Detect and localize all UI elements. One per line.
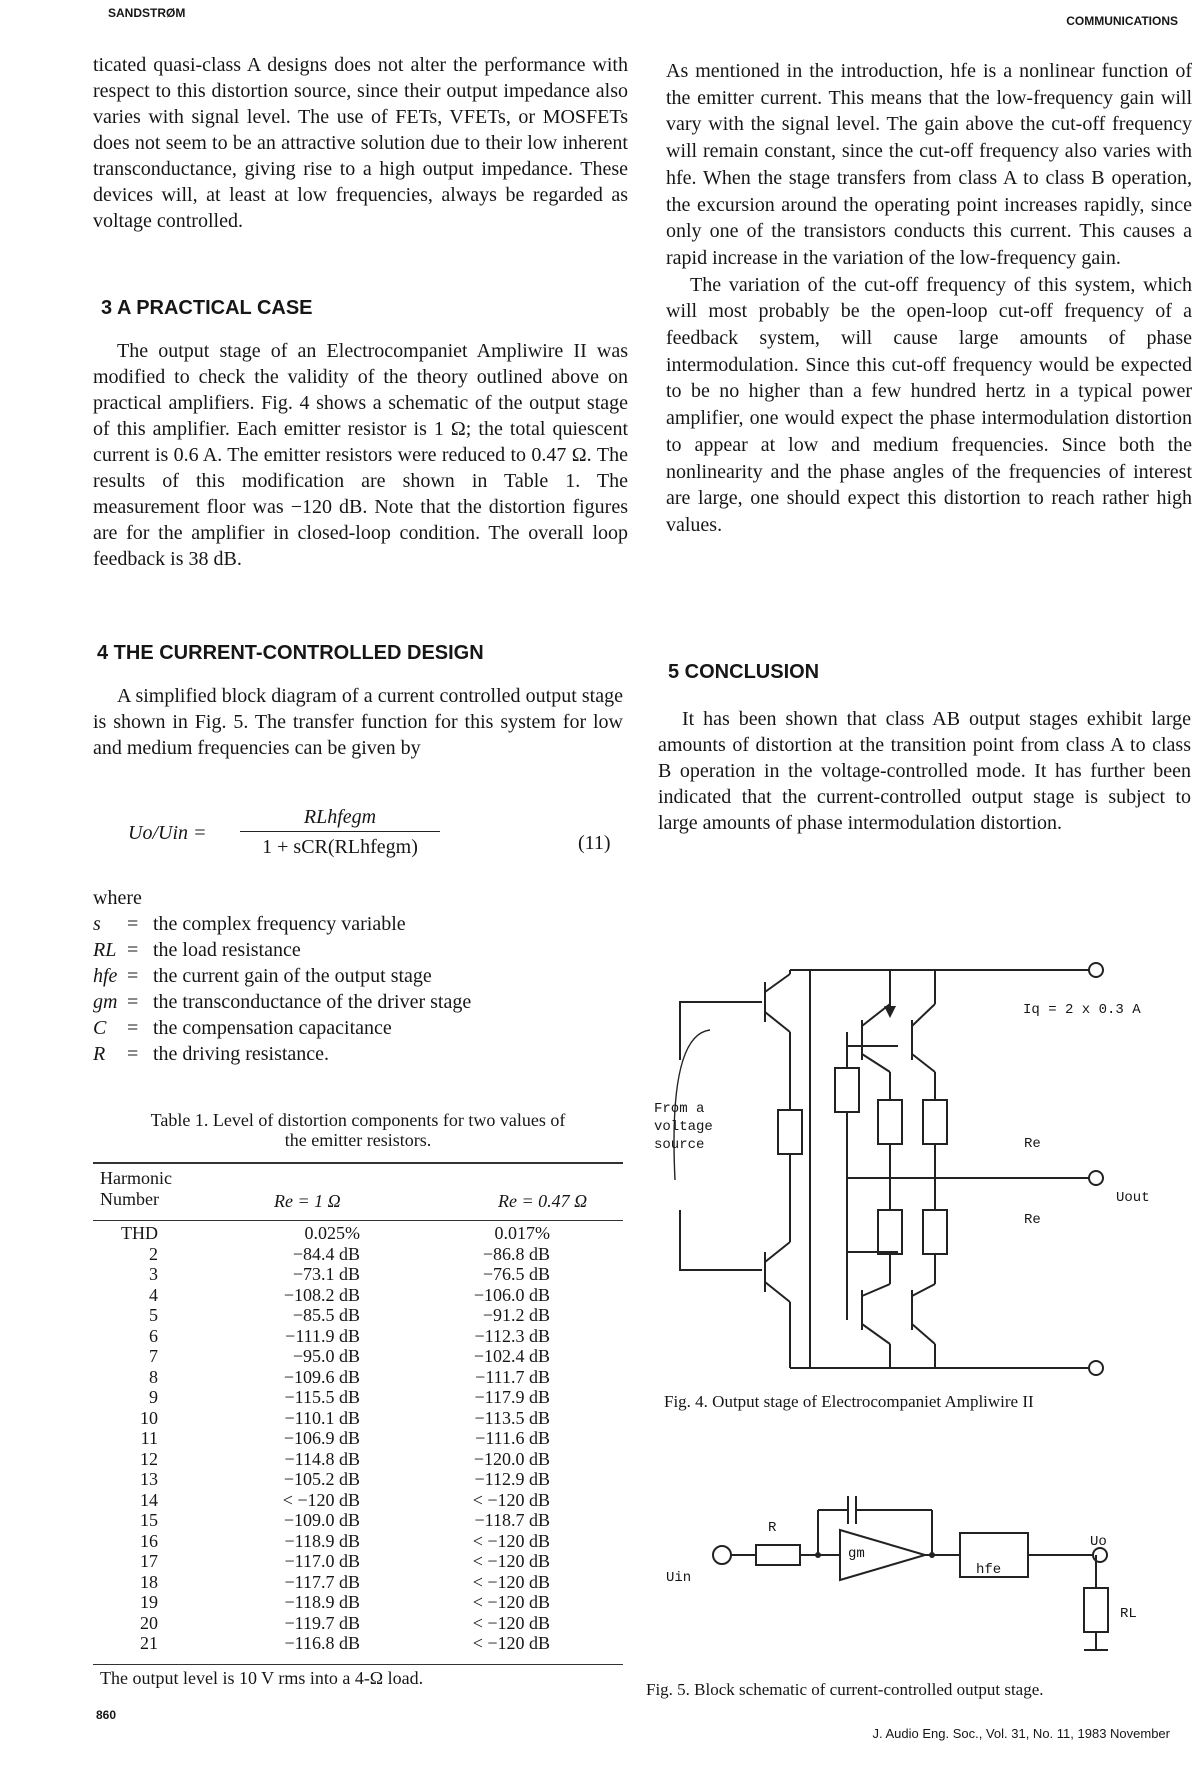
harmonic-cell: 6 (149, 1325, 158, 1346)
re-1-cell: −108.2 dB (283, 1284, 360, 1305)
harmonic-cell: 20 (140, 1612, 158, 1633)
table-row (100, 1633, 620, 1654)
re-1-cell: −106.9 dB (283, 1428, 360, 1448)
paragraph-text: The output stage of an Electrocompaniet Ampliwire II was modified to check the validity of the theory outlined above on practical amplifiers. Fig. 4 shows a schematic of the output stage of this amplifier. Each emitter resistor is 1 Ω; the total quiescent current is 0.6 A. The emitter resistors were reduced to 0.47 Ω. The results of this modification are shown in Table 1. The measurement floor was −120 dB. Note that the distortion figures are for the amplifier in closed-loop condition. The overall loop feedback is 38 dB. (93, 340, 628, 570)
journal-citation: J. Audio Eng. Soc., Vol. 31, No. 11, 1983 November (872, 1726, 1170, 1741)
harmonic-cell: 7 (149, 1346, 158, 1366)
re-047-cell: < −120 dB (472, 1489, 550, 1510)
table-row (100, 1244, 620, 1265)
re-047-cell: < −120 dB (472, 1633, 550, 1653)
paragraph-text: It has been shown that class AB output stages exhibit large amounts of distortion at the transition point from class A to class B operation in the voltage-controlled mode. It has further been indicated that the current-controlled output stage is subject to large amounts of phase intermodulation distortion. (658, 708, 1191, 834)
fig5-caption: Fig. 5. Block schematic of current-controlled output stage. (646, 1680, 1044, 1699)
table-row (100, 1387, 620, 1408)
harmonic-cell: 9 (149, 1387, 158, 1407)
re-1-cell: −73.1 dB (292, 1264, 360, 1284)
table-row (100, 1490, 620, 1511)
re-047-cell: −120.0 dB (473, 1448, 550, 1469)
re-047-cell: −91.2 dB (482, 1305, 550, 1325)
re-047-cell: −111.7 dB (475, 1366, 550, 1387)
equation-number: (11) (578, 832, 611, 854)
table-footnote: The output level is 10 V rms into a 4-Ω load. (100, 1668, 424, 1688)
table-row (100, 1572, 620, 1593)
section-4-paragraph (93, 683, 623, 761)
definition-item: RL = the load resistance (93, 939, 301, 961)
table-row (100, 1449, 620, 1470)
fig4-caption: Fig. 4. Output stage of Electrocompaniet Ampliwire II (664, 1392, 1034, 1411)
definition-item: s = the complex frequency variable (93, 913, 406, 935)
re-047-cell: 0.017% (494, 1223, 550, 1243)
harmonic-cell: 2 (149, 1243, 158, 1264)
harmonic-cell: 21 (140, 1633, 158, 1653)
harmonic-cell: 12 (140, 1448, 158, 1469)
re-1-cell: −95.0 dB (292, 1346, 360, 1366)
table-caption: Table 1. Level of distortion components for two values of the emitter resistors. (150, 1110, 566, 1150)
table-row (100, 1469, 620, 1490)
harmonic-cell: 17 (140, 1551, 158, 1571)
fig4-iq-label: Iq = 2 x 0.3 A (1023, 1002, 1141, 1018)
section-5-heading: 5 CONCLUSION (668, 661, 820, 683)
paragraph-text: As mentioned in the introduction, hfe is a nonlinear function of the emitter current. This means that the low-frequency gain will vary with the signal level. The gain above the cut-off frequency will remain constant, since the cut-off frequency also varies with hfe. When the stage transfers from class A to class B operation, the excursion around the operating point increases rapidly, since only one of the transistors conducts this current. This causes a rapid increase in the variation of the low-frequency gain. (666, 60, 1192, 269)
re-047-cell: −111.6 dB (475, 1428, 550, 1448)
re-1-cell: −105.2 dB (283, 1469, 360, 1489)
table-row (100, 1531, 620, 1552)
harmonic-cell: 13 (140, 1469, 158, 1489)
re-047-cell: < −120 dB (472, 1571, 550, 1592)
paragraph-text: ticated quasi-class A designs does not alter the performance with respect to this distortion source, since their output impedance also varies with signal level. The use of FETs, VFETs, or MOSFETs does not seem to be an attractive solution due to their low inherent transconductance, giving rise to a high output impedance. These devices will, at least at low frequencies, always be regarded as voltage controlled. (93, 54, 628, 232)
fig4-re-label-bottom: Re (1024, 1212, 1041, 1228)
definition-item: gm = the transconductance of the driver stage (93, 991, 472, 1013)
fig5-gm-label: gm (848, 1546, 865, 1562)
re-1-cell: −115.5 dB (284, 1387, 360, 1407)
harmonic-cell: 15 (140, 1510, 158, 1530)
left-intro-paragraph (93, 52, 628, 234)
re-1-cell: −117.7 dB (284, 1571, 360, 1592)
re-047-cell: −106.0 dB (473, 1284, 550, 1305)
table-body (100, 1223, 620, 1654)
variable-definitions (93, 885, 613, 1067)
table-row (100, 1592, 620, 1613)
harmonic-cell: THD (121, 1223, 158, 1243)
table-row (100, 1346, 620, 1367)
fig5-uo-label: Uo (1090, 1534, 1107, 1550)
re-1-cell: −84.4 dB (292, 1243, 360, 1264)
table-row (100, 1408, 620, 1429)
table-header-rule (93, 1220, 623, 1221)
harmonic-cell: 8 (149, 1366, 158, 1387)
equation-numerator: RLhfegm (240, 806, 440, 832)
paragraph-text: A simplified block diagram of a current controlled output stage is shown in Fig. 5. The transfer function for this system for low and medium frequencies can be given by (93, 685, 623, 759)
harmonic-cell: 14 (140, 1489, 158, 1510)
harmonic-cell: 18 (140, 1571, 158, 1592)
running-header-author: SANDSTRØM (108, 6, 186, 20)
harmonic-cell: 16 (140, 1530, 158, 1551)
definition-item: C = the compensation capacitance (93, 1017, 392, 1039)
re-047-cell: −113.5 dB (474, 1407, 550, 1428)
re-047-cell: −102.4 dB (473, 1346, 550, 1366)
re-047-cell: −112.3 dB (474, 1325, 550, 1346)
re-1-cell: −109.6 dB (283, 1366, 360, 1387)
fig5-hfe-label: hfe (976, 1562, 1002, 1578)
re-047-cell: < −120 dB (472, 1530, 550, 1551)
re-1-cell: −117.0 dB (284, 1551, 360, 1571)
paragraph-text: The variation of the cut-off frequency of this system, which will most probably be the open-loop cut-off frequency of a feedback system, will cause large amounts of phase intermodulation. Since this cut-off frequency would be expected to be no higher than a few hundred hertz in a typical power amplifier, one would expect the phase intermodulation distortion to appear at low and medium frequencies. Since both the nonlinearity and the phase angles of the frequencies of interest are large, one should expect this distortion to reach rather high values. (666, 273, 1192, 536)
re-1-cell: −85.5 dB (292, 1305, 360, 1325)
table-row (100, 1510, 620, 1531)
definition-item: hfe = the current gain of the output stage (93, 965, 432, 987)
re-1-cell: 0.025% (304, 1223, 360, 1243)
fig4-uout-label: Uout (1116, 1190, 1150, 1206)
table-row (100, 1223, 620, 1244)
equation-denominator: 1 + sCR(RLhfegm) (262, 836, 418, 858)
column-header-re-047: Re = 0.47 Ω (498, 1190, 588, 1211)
running-header-section: COMMUNICATIONS (1066, 14, 1178, 28)
fig4-input-label: From a voltage source (654, 1101, 713, 1153)
harmonic-cell: 3 (149, 1264, 158, 1284)
re-1-cell: −119.7 dB (284, 1612, 360, 1633)
re-047-cell: < −120 dB (472, 1612, 550, 1633)
table-row (100, 1326, 620, 1347)
table-row (100, 1285, 620, 1306)
section-5-paragraph (658, 706, 1191, 836)
re-047-cell: −86.8 dB (482, 1243, 550, 1264)
re-1-cell: −116.8 dB (284, 1633, 360, 1653)
right-column-text (666, 58, 1192, 539)
table-row (100, 1264, 620, 1285)
re-1-cell: −118.9 dB (284, 1592, 360, 1612)
fig5-r-label: R (768, 1520, 777, 1536)
table-row (100, 1613, 620, 1634)
table-bottom-rule (93, 1664, 623, 1665)
table-top-rule (93, 1162, 623, 1164)
where-label: where (93, 887, 142, 909)
fig5-rl-label: RL (1120, 1606, 1137, 1622)
harmonic-cell: 19 (140, 1592, 158, 1612)
re-1-cell: < −120 dB (282, 1489, 360, 1510)
table-row (100, 1305, 620, 1326)
re-047-cell: −118.7 dB (474, 1510, 550, 1530)
re-047-cell: < −120 dB (472, 1551, 550, 1571)
section-3-heading: 3 A PRACTICAL CASE (101, 297, 313, 319)
fig5-uin-label: Uin (666, 1570, 692, 1586)
re-047-cell: −112.9 dB (474, 1469, 550, 1489)
section-4-heading: 4 THE CURRENT-CONTROLLED DESIGN (97, 642, 484, 664)
definition-item: R = the driving resistance. (93, 1043, 330, 1065)
table-row (100, 1428, 620, 1449)
page-number: 860 (96, 1708, 117, 1722)
table-row (100, 1551, 620, 1572)
section-3-paragraph (93, 338, 628, 572)
re-1-cell: −111.9 dB (285, 1325, 360, 1346)
harmonic-cell: 11 (140, 1428, 158, 1448)
harmonic-cell: 4 (149, 1284, 158, 1305)
column-header-re-1: Re = 1 Ω (274, 1190, 341, 1211)
re-047-cell: < −120 dB (472, 1592, 550, 1612)
re-1-cell: −118.9 dB (284, 1530, 360, 1551)
re-1-cell: −109.0 dB (283, 1510, 360, 1530)
table-header: Harmonic Number Re = 1 Ω Re = 0.47 Ω (100, 1168, 620, 1209)
re-047-cell: −117.9 dB (474, 1387, 550, 1407)
column-header-harmonic: Harmonic (100, 1168, 172, 1188)
equation-lhs: Uo/Uin = (128, 822, 207, 844)
harmonic-cell: 10 (140, 1407, 158, 1428)
table-row (100, 1367, 620, 1388)
fig5-block-diagram (660, 1478, 1180, 1668)
re-1-cell: −114.8 dB (284, 1448, 360, 1469)
harmonic-cell: 5 (149, 1305, 158, 1325)
re-1-cell: −110.1 dB (284, 1407, 360, 1428)
fig4-re-label-top: Re (1024, 1136, 1041, 1152)
re-047-cell: −76.5 dB (482, 1264, 550, 1284)
